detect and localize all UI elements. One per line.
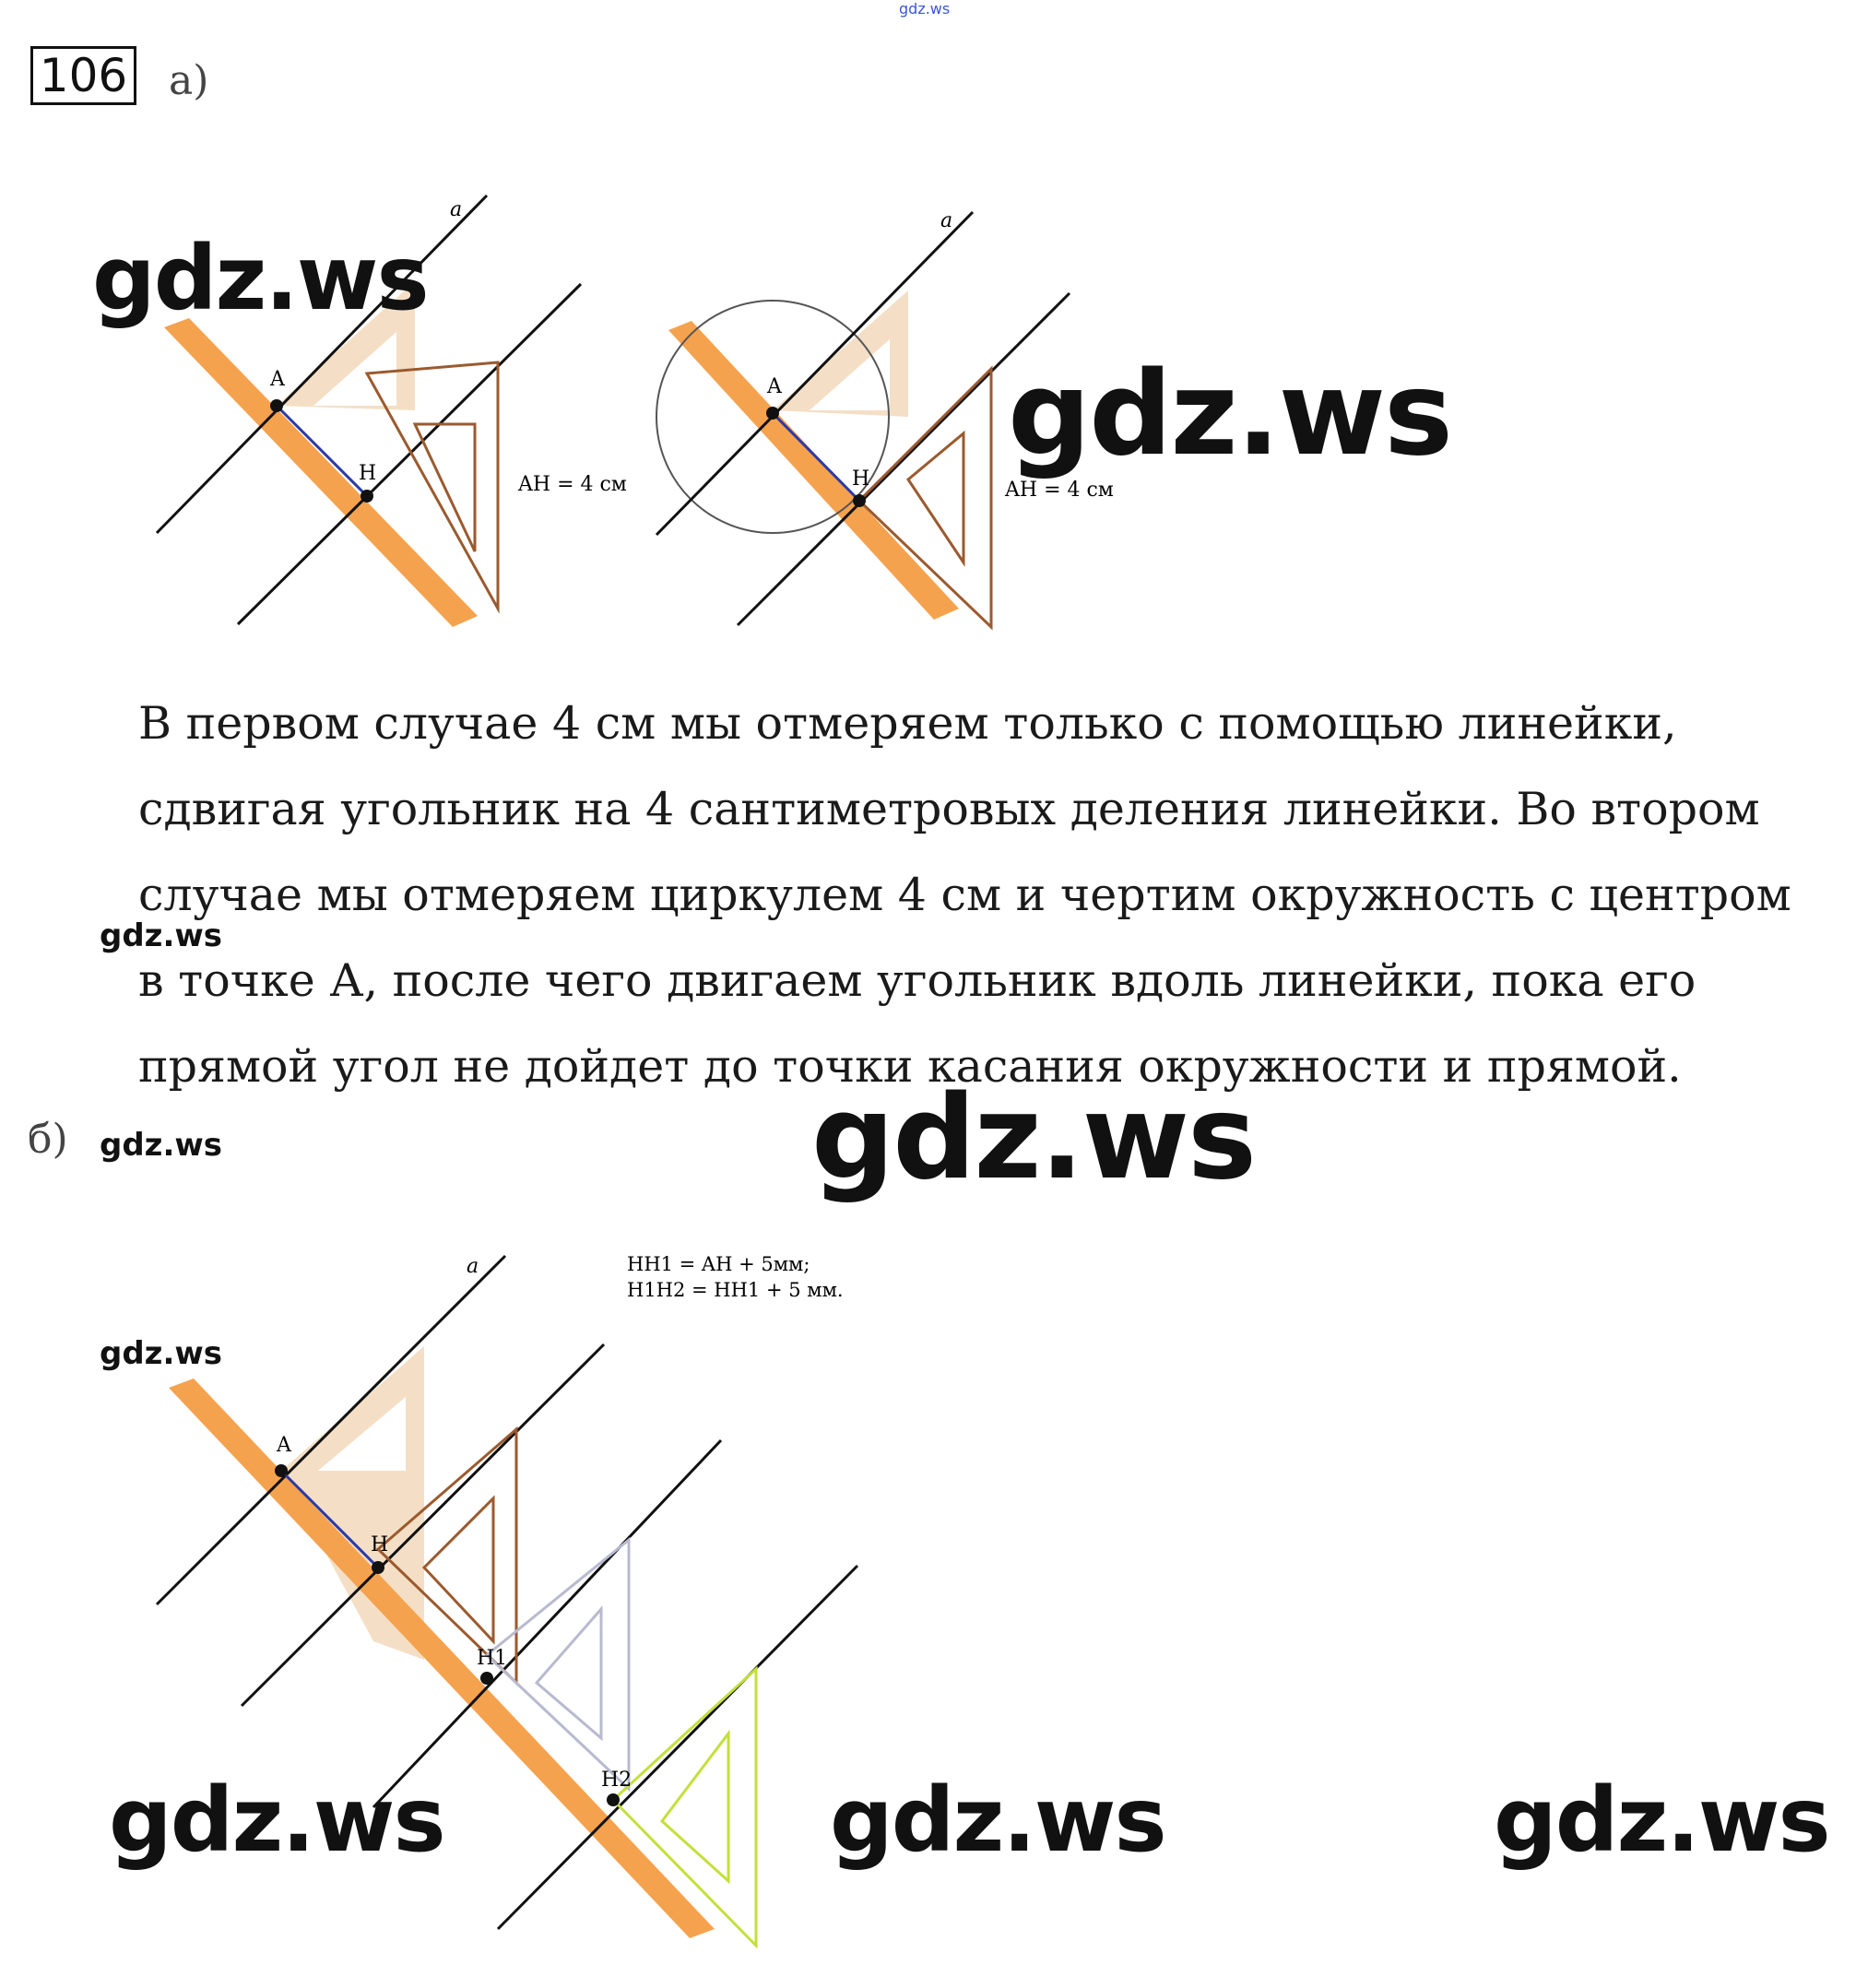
label-h: H bbox=[371, 1533, 389, 1556]
label-a: A bbox=[277, 1434, 291, 1457]
explanation-text bbox=[138, 680, 1826, 1109]
point-a bbox=[766, 407, 779, 420]
ruler bbox=[668, 321, 959, 620]
watermark: gdz.ws bbox=[109, 1769, 444, 1872]
part-b-label: б) bbox=[28, 1116, 68, 1163]
point-h2 bbox=[607, 1793, 620, 1806]
line-label-a: a bbox=[940, 209, 953, 232]
label-h2: H2 bbox=[601, 1769, 632, 1792]
explanation-line: случае мы отмеряем циркулем 4 см и чертим окружность с центром bbox=[138, 869, 1791, 921]
label-h1: H1 bbox=[477, 1647, 508, 1670]
point-h bbox=[372, 1561, 384, 1574]
label-a: A bbox=[767, 375, 782, 398]
note-ah: AH = 4 см bbox=[518, 473, 627, 496]
line-label-a: a bbox=[467, 1255, 479, 1278]
watermark: gdz.ws bbox=[100, 917, 223, 954]
point-h bbox=[361, 490, 373, 503]
watermark: gdz.ws bbox=[100, 1127, 223, 1164]
explanation-line: сдвигая угольник на 4 сантиметровых деления линейки. Во втором bbox=[138, 783, 1760, 835]
part-a-label: а) bbox=[169, 57, 209, 104]
watermark: gdz.ws bbox=[1008, 346, 1451, 481]
label-h: H bbox=[852, 467, 870, 491]
point-a bbox=[275, 1464, 288, 1477]
watermark: gdz.ws bbox=[830, 1769, 1165, 1872]
note-line2: H1H2 = HH1 + 5 мм. bbox=[627, 1279, 844, 1301]
label-h: H bbox=[359, 462, 377, 485]
task-number: 106 bbox=[30, 46, 136, 105]
triangle-outline-inner bbox=[415, 424, 475, 551]
explanation-line: в точке А, после чего двигаем угольник вдоль линейки, пока его bbox=[138, 954, 1696, 1007]
watermark: gdz.ws bbox=[100, 1335, 223, 1372]
line-label-a: a bbox=[450, 198, 463, 221]
point-h1 bbox=[480, 1672, 493, 1685]
triangle-brown-inner bbox=[424, 1498, 493, 1641]
note-line1: HH1 = AH + 5мм; bbox=[627, 1253, 810, 1275]
watermark: gdz.ws bbox=[811, 1070, 1255, 1205]
triangle-outline-inner bbox=[908, 433, 963, 562]
point-a bbox=[270, 399, 283, 412]
watermark: gdz.ws bbox=[92, 227, 428, 330]
explanation-line: В первом случае 4 см мы отмеряем только с помощью линейки, bbox=[138, 697, 1677, 750]
label-a: A bbox=[270, 368, 285, 391]
triangle-gray-inner bbox=[537, 1609, 601, 1738]
point-h bbox=[853, 494, 866, 507]
explanation-line: прямой угол не дойдет до точки касания окружности и прямой. bbox=[138, 1040, 1682, 1093]
watermark: gdz.ws bbox=[1494, 1769, 1829, 1872]
note-ah: AH = 4 см bbox=[1005, 479, 1114, 502]
watermark-top: gdz.ws bbox=[899, 0, 951, 18]
